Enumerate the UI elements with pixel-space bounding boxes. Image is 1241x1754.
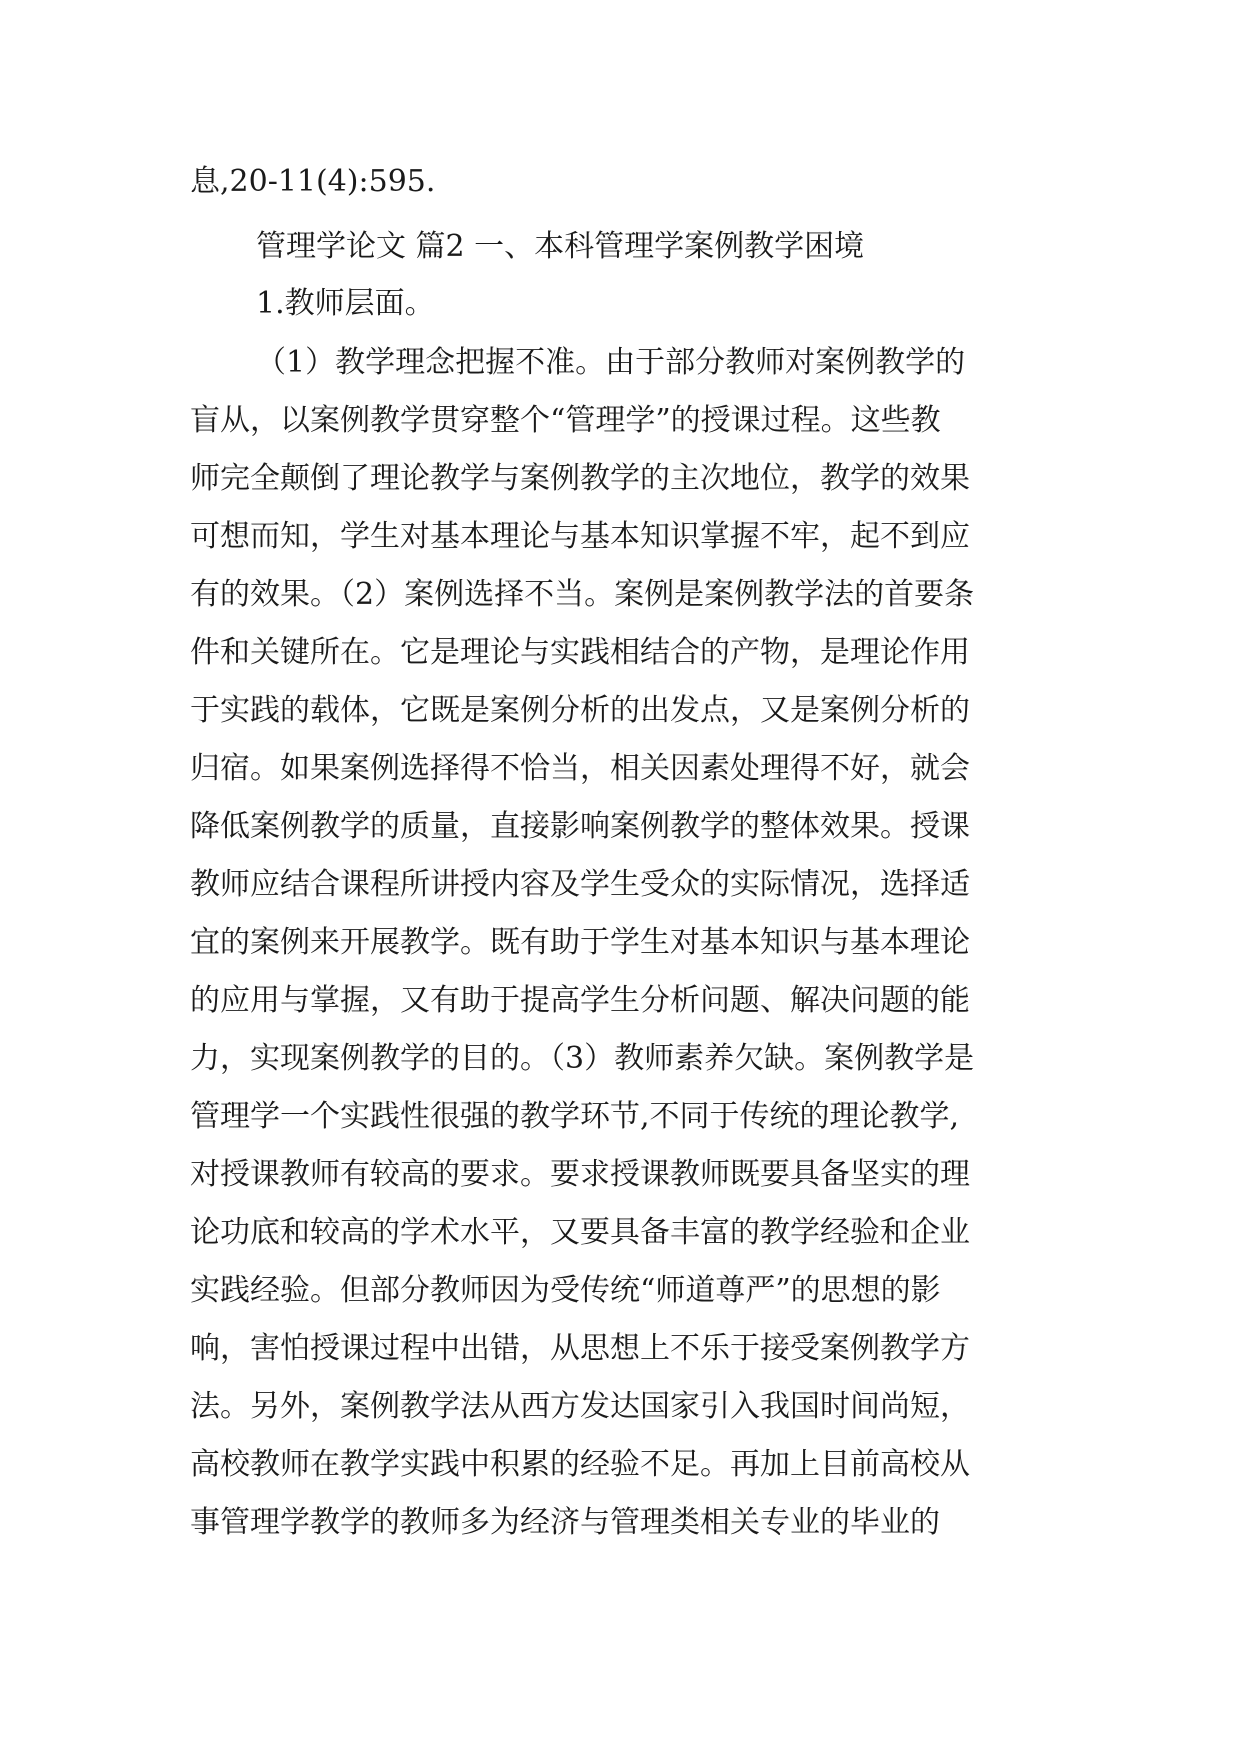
text-line: 实践经验。但部分教师因为受传统“师道尊严”的思想的影: [190, 1273, 941, 1308]
text-line: 教师应结合课程所讲授内容及学生受众的实际情况，选择适: [190, 867, 970, 902]
text-line: 对授课教师有较高的要求。要求授课教师既要具备坚实的理: [190, 1157, 970, 1192]
text-line: 管理学一个实践性很强的教学环节,不同于传统的理论教学,: [190, 1099, 960, 1134]
text-line: 师完全颠倒了理论教学与案例教学的主次地位，教学的效果: [190, 461, 970, 496]
text-line: 可想而知，学生对基本理论与基本知识掌握不牢，起不到应: [190, 519, 970, 554]
text-line: 法。另外，案例教学法从西方发达国家引入我国时间尚短，: [190, 1389, 970, 1424]
text-line: 于实践的载体，它既是案例分析的出发点，又是案例分析的: [190, 693, 970, 728]
text-line: 盲从，以案例教学贯穿整个“管理学”的授课过程。这些教: [190, 403, 941, 438]
text-line: 有的效果。（2）案例选择不当。案例是案例教学法的首要条: [190, 577, 975, 612]
text-line: 的应用与掌握，又有助于提高学生分析问题、解决问题的能: [190, 983, 970, 1018]
text-line: 事管理学教学的教师多为经济与管理类相关专业的毕业的: [190, 1505, 940, 1540]
text-line: 响，害怕授课过程中出错，从思想上不乐于接受案例教学方: [190, 1331, 970, 1366]
section-heading: 管理学论文 篇2 一、本科管理学案例教学困境: [256, 229, 865, 264]
text-line: 论功底和较高的学术水平，又要具备丰富的教学经验和企业: [190, 1215, 970, 1250]
text-line: 件和关键所在。它是理论与实践相结合的产物，是理论作用: [190, 635, 970, 670]
text-line: 宜的案例来开展教学。既有助于学生对基本知识与基本理论: [190, 925, 970, 960]
text-line: （1）教学理念把握不准。由于部分教师对案例教学的: [256, 345, 966, 380]
text-line: 归宿。如果案例选择得不恰当，相关因素处理得不好，就会: [190, 751, 970, 786]
text-line: 力，实现案例教学的目的。（3）教师素养欠缺。案例教学是: [190, 1041, 975, 1076]
subsection-heading: 1.教师层面。: [256, 286, 435, 321]
text-line: 降低案例教学的质量，直接影响案例教学的整体效果。授课: [190, 809, 970, 844]
text-line: 息,20-11(4):595.: [190, 164, 436, 199]
text-line: 高校教师在教学实践中积累的经验不足。再加上目前高校从: [190, 1447, 970, 1482]
